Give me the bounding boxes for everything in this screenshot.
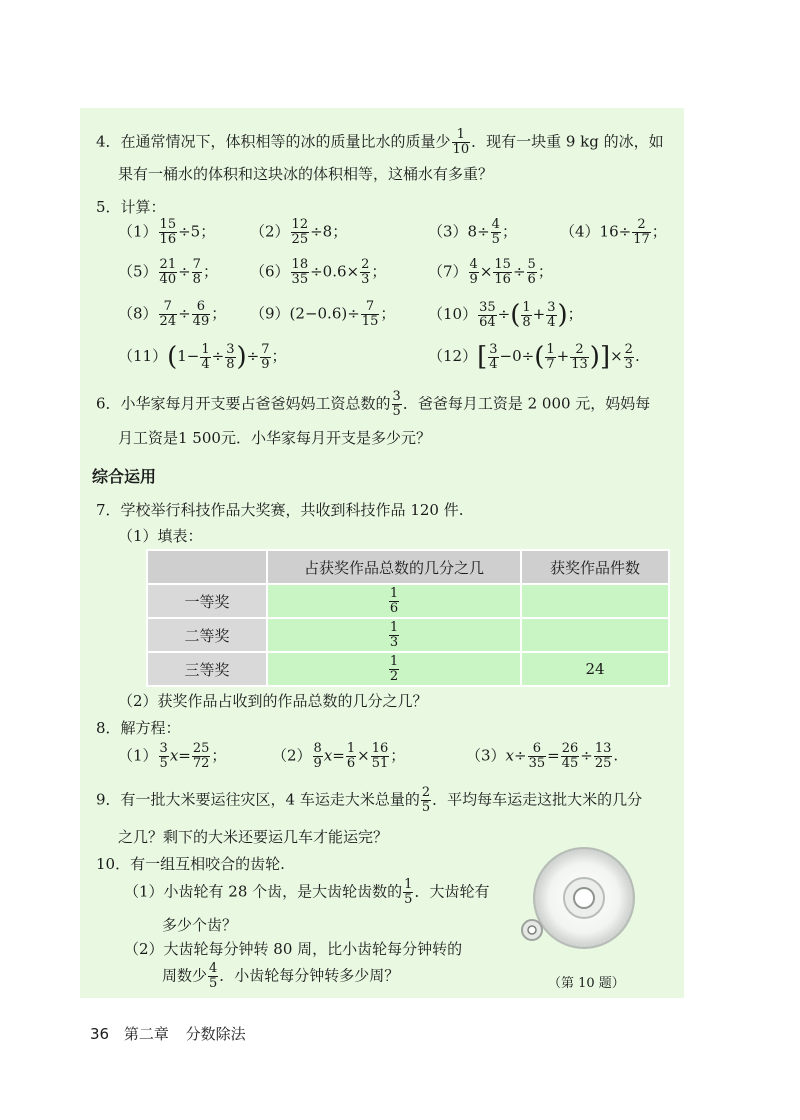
- chapter-title: 分数除法: [185, 1025, 246, 1043]
- gears-illustration: [512, 846, 682, 976]
- count-cell[interactable]: [521, 618, 669, 652]
- problem-8-title: 8．解方程：: [96, 719, 181, 737]
- calc-1: （1） $\frac{15}{16}$ ÷5；: [118, 217, 216, 247]
- count-cell[interactable]: 24: [521, 652, 669, 686]
- figure-caption: （第 10 题）: [548, 976, 625, 991]
- problem-6-line-2: 月工资是1 500元．小华家每月开支是多少元？: [118, 429, 431, 447]
- table-header-cell: [147, 550, 267, 584]
- problem-10-sub-1: （1）小齿轮有 28 个齿，是大齿轮齿数的 $\frac{1}{5}$ ．大齿轮有: [124, 877, 490, 907]
- fraction-cell: $\frac{1}{3}$: [267, 618, 521, 652]
- calc-11: （11）(1− $\frac{1}{4}$ ÷ $\frac{3}{8}$ )÷ $\frac{7}{9}$ ；: [118, 341, 287, 372]
- problem-7-sub-1: （1）填表：: [118, 527, 203, 545]
- row-label: 一等奖: [147, 584, 267, 618]
- problem-7-sub-2: （2）获奖作品占收到的作品总数的几分之几？: [118, 692, 428, 710]
- section-title: 综合运用: [92, 467, 157, 486]
- calc-7: （7） $\frac{4}{9}$ × $\frac{15}{16}$ ÷ $\frac{5}{6}$ ；: [428, 257, 553, 287]
- calc-4: （4）16÷ $\frac{2}{17}$ ；: [560, 217, 667, 247]
- calc-6: （6） $\frac{18}{35}$ ÷0.6× $\frac{2}{3}$ ；: [250, 257, 387, 287]
- count-cell[interactable]: [521, 584, 669, 618]
- problem-10-sub-1-cont: 多少个齿？: [162, 916, 238, 934]
- equation-2: （2） $\frac{8}{9}$ x= $\frac{1}{6}$ × $\frac{16}{51}$ ；: [272, 741, 406, 771]
- calc-8: （8） $\frac{7}{24}$ ÷ $\frac{6}{49}$ ；: [118, 299, 227, 329]
- calc-2: （2） $\frac{12}{25}$ ÷8；: [250, 217, 348, 247]
- problem-4-line-2: 果有一桶水的体积和这块冰的体积相等，这桶水有多重？: [118, 165, 494, 183]
- row-label: 三等奖: [147, 652, 267, 686]
- table-row: [147, 584, 669, 618]
- fraction-cell: $\frac{1}{6}$: [267, 584, 521, 618]
- equation-3: （3）x÷ $\frac{6}{35}$ = $\frac{26}{45}$ ÷ $\frac{13}{25}$ .: [466, 741, 619, 771]
- calc-3: （3）8÷ $\frac{4}{5}$ ；: [428, 217, 517, 247]
- fraction-cell: $\frac{1}{2}$: [267, 652, 521, 686]
- table-header-cell: 占获奖作品总数的几分之几: [267, 550, 521, 584]
- table-row: [147, 618, 669, 652]
- problem-10-sub-2-cont: 周数少 $\frac{4}{5}$ ．小齿轮每分钟转多少周？: [162, 961, 400, 991]
- equation-1: （1） $\frac{3}{5}$ x= $\frac{25}{72}$ ；: [118, 741, 227, 771]
- problem-6-line-1: 6．小华家每月开支要占爸爸妈妈工资总数的 $\frac{3}{5}$ ．爸爸每月工资是 2 000 元，妈妈每: [96, 389, 651, 419]
- table-row: [147, 652, 669, 686]
- page-footer: [90, 1023, 246, 1044]
- problem-5-title: 5．计算：: [96, 198, 166, 216]
- problem-10-sub-2: （2）大齿轮每分钟转 80 周，比小齿轮每分钟转的: [124, 940, 463, 958]
- table-header-cell: 获奖作品件数: [521, 550, 669, 584]
- problem-9-line-2: 之几？剩下的大米还要运几车才能运完？: [118, 828, 389, 846]
- chapter-label: 第二章: [123, 1025, 169, 1043]
- calc-10: （10） $\frac{35}{64}$ ÷( $\frac{1}{8}$ + $\frac{3}{4}$ )；: [428, 299, 583, 330]
- calc-9: （9）(2−0.6)÷ $\frac{7}{15}$ ；: [250, 299, 396, 329]
- problem-7-line-1: 7．学校举行科技作品大奖赛，共收到科技作品 120 件.: [96, 501, 464, 519]
- problem-4-line-1: 4．在通常情况下，体积相等的冰的质量比水的质量少 $\frac{1}{10}$ ．现有一块重 9 kg 的冰，如: [96, 127, 664, 157]
- problem-10-title: 10．有一组互相咬合的齿轮.: [96, 855, 285, 873]
- row-label: 二等奖: [147, 618, 267, 652]
- page-number: 36: [90, 1025, 110, 1043]
- calc-5: （5） $\frac{21}{40}$ ÷ $\frac{7}{8}$ ；: [118, 257, 218, 287]
- award-table: [146, 549, 670, 687]
- problem-9-line-1: 9．有一批大米要运往灾区，4 车运走大米总量的 $\frac{2}{5}$ ．平均每车运走这批大米的几分: [96, 785, 643, 815]
- table-header-row: [147, 550, 669, 584]
- calc-12: （12）[ $\frac{3}{4}$ −0÷( $\frac{1}{7}$ + $\frac{2}{13}$ )]× $\frac{2}{3}$ .: [428, 341, 640, 372]
